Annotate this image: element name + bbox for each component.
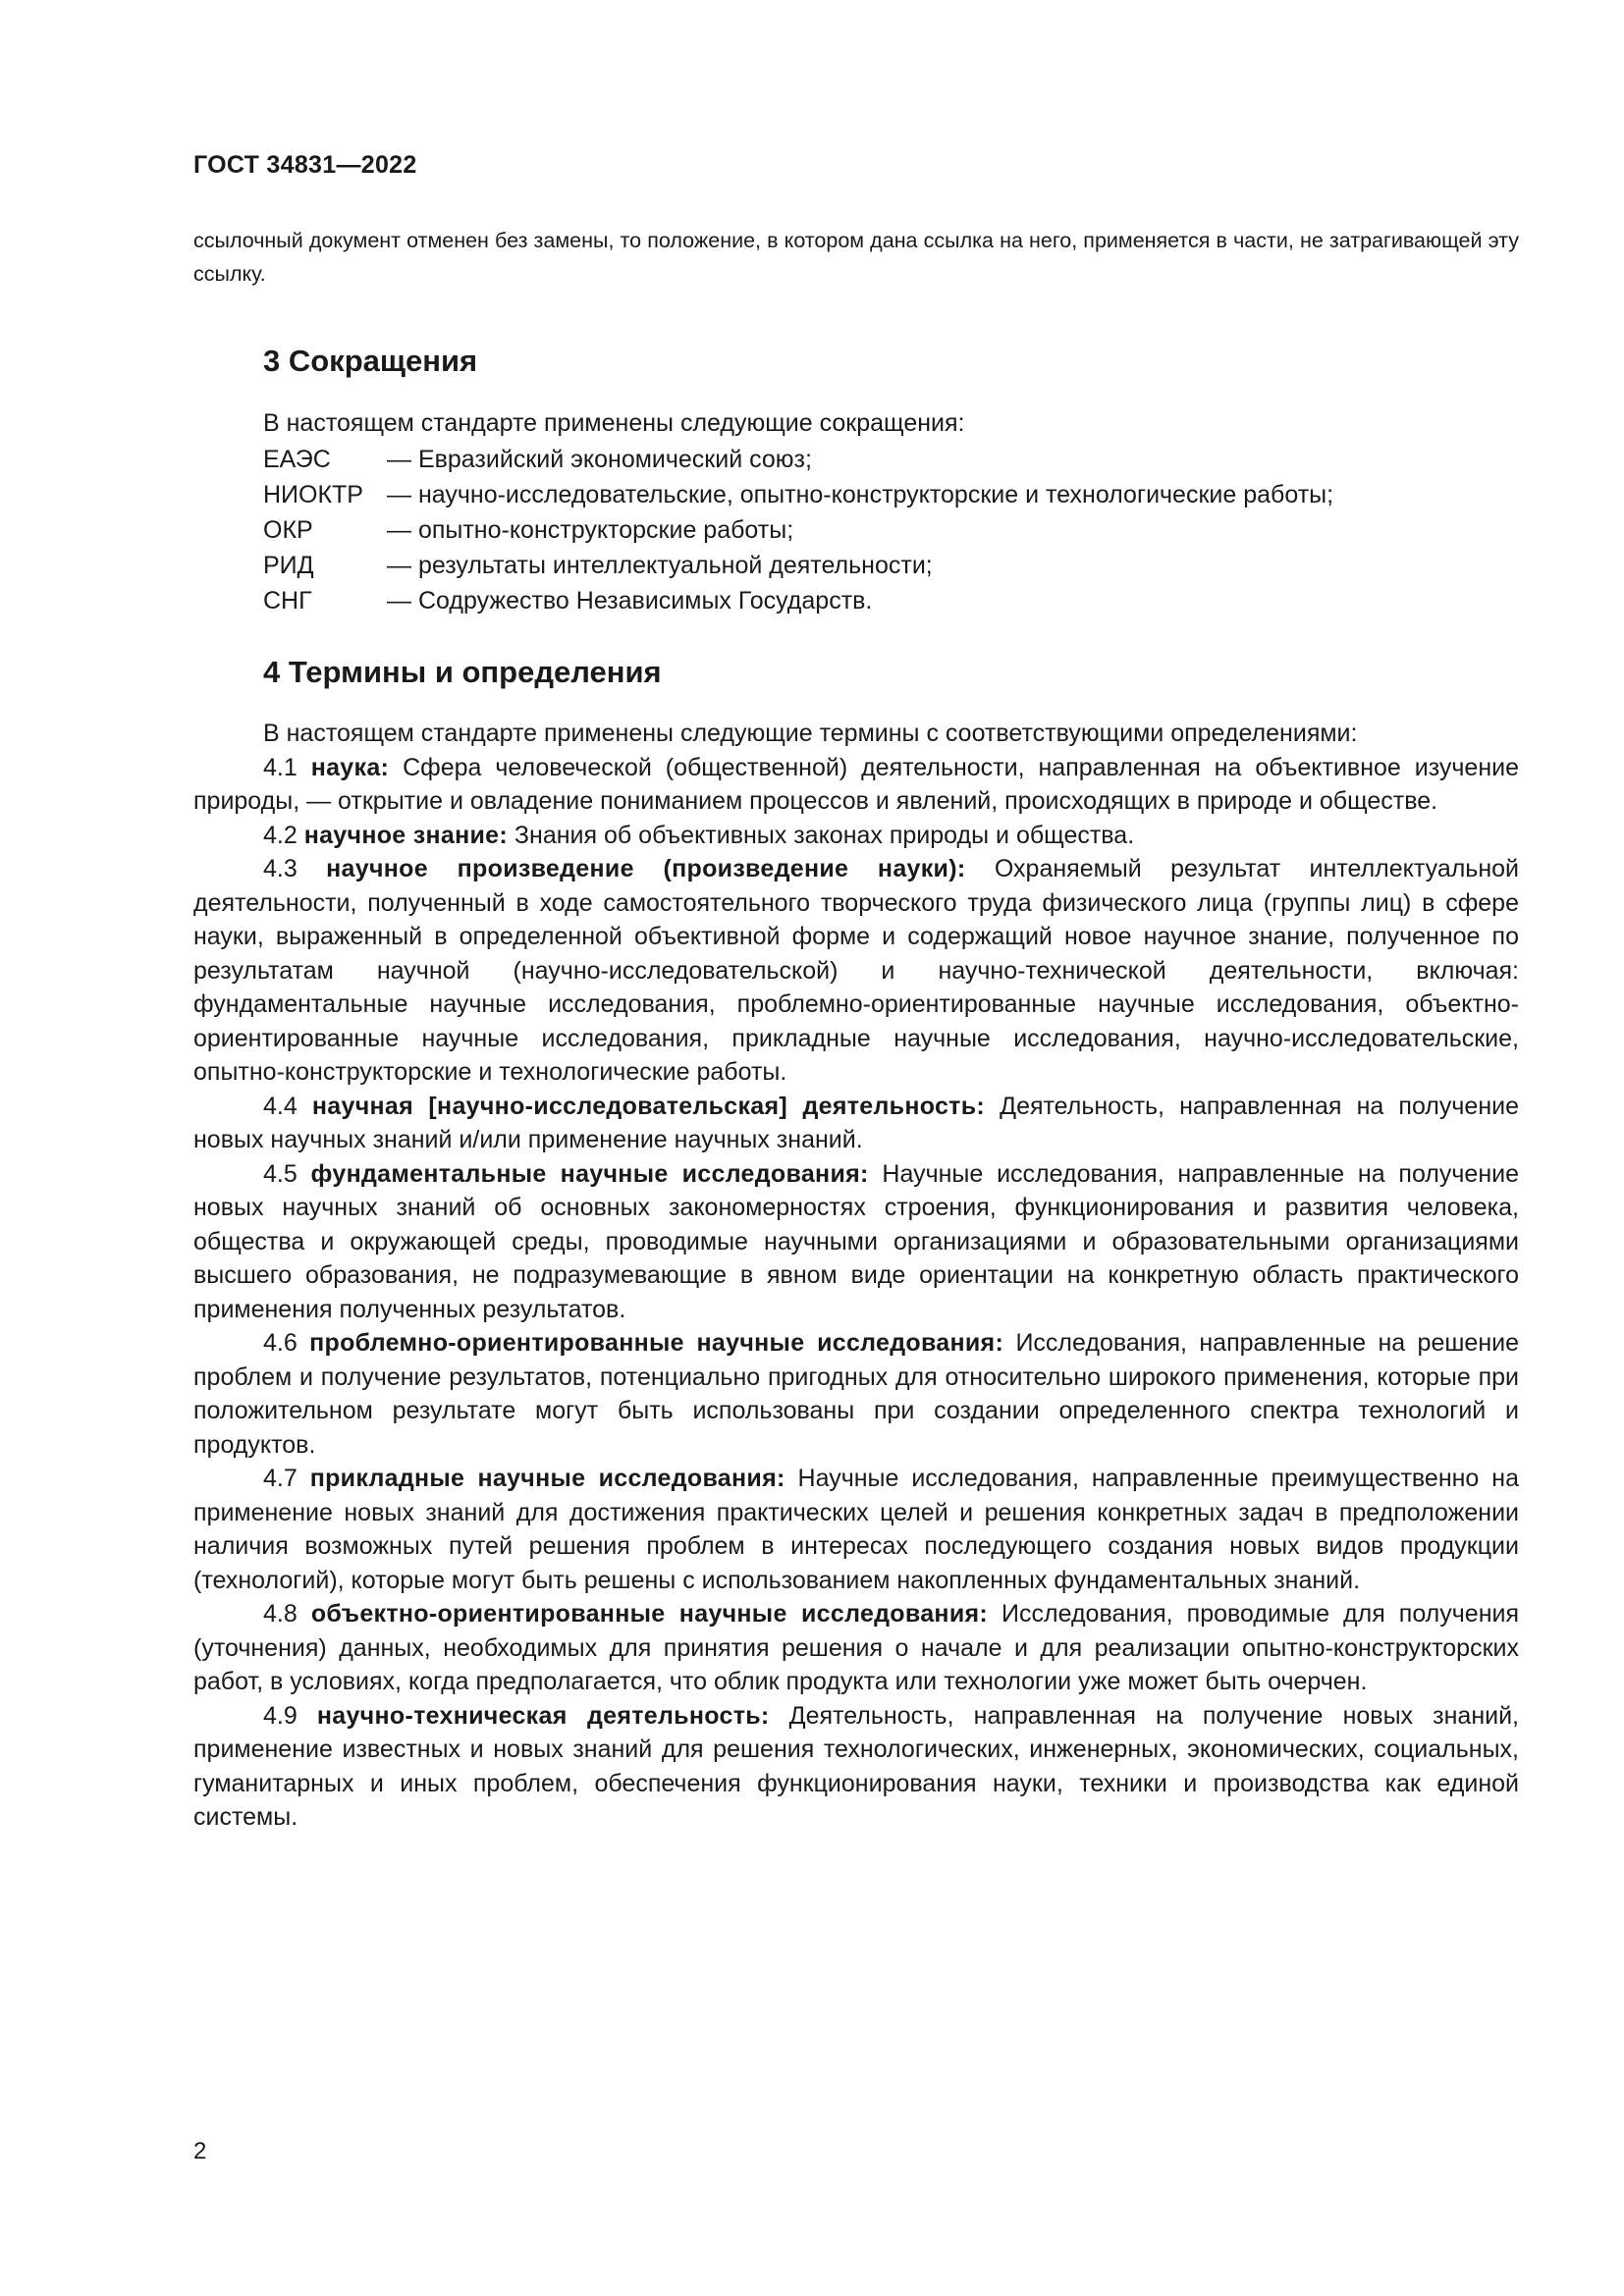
abbreviation-code: РИД xyxy=(263,552,314,579)
term-name: проблемно-ориентированные научные исследования: xyxy=(309,1329,1004,1357)
term-number: 4.4 xyxy=(263,1092,312,1120)
term-number: 4.8 xyxy=(263,1600,311,1628)
intro-paragraph: ссылочный документ отменен без замены, то положение, в котором дана ссылка на него, применяется в части, не затрагивающей эту ссылку. xyxy=(193,229,1519,286)
term-definition: Сфера человеческой (общественной) деятельности, направленная на объективное изучение природы, — открытие и овладение пониманием процессов и явлений, происходящих в природе и обществе. xyxy=(193,753,1520,815)
term-number: 4.9 xyxy=(263,1701,317,1730)
term-entry xyxy=(193,1462,1519,1597)
term-entry xyxy=(193,819,1519,853)
abbreviation-item xyxy=(263,548,1540,583)
document-header: ГОСТ 34831—2022 xyxy=(193,151,417,179)
abbreviations-lead: В настоящем стандарте применены следующие сокращения: xyxy=(263,409,965,437)
section-4-title: 4 Термины и определения xyxy=(263,655,662,689)
term-number: 4.6 xyxy=(263,1329,310,1357)
abbreviation-code: ОКР xyxy=(263,516,313,544)
term-entry xyxy=(193,1597,1519,1699)
abbreviation-definition: — результаты интеллектуальной деятельности; xyxy=(387,552,933,579)
term-name: прикладные научные исследования: xyxy=(309,1465,785,1492)
term-name: научное произведение (произведение науки): xyxy=(326,855,966,882)
term-name: наука: xyxy=(310,753,390,781)
term-number: 4.5 xyxy=(263,1159,311,1188)
term-definition: Исследования, проводимые для получения (уточнения) данных, необходимых для принятия решения о начале и для реализации опытно-конструкторских работ, в условиях, когда предполагается, что облик продукта или технологии уже может быть очерчен. xyxy=(193,1600,1520,1695)
section-3-title: 3 Сокращения xyxy=(263,344,478,378)
term-entry xyxy=(193,1090,1519,1157)
term-definition: Научные исследования, направленные на получение новых научных знаний об основных закономерностях строения, функционирования и развития человека, общества и окружающей среды, проводимые научными организациями и образовательными организациями высшего образования, не подразумевающие в явном виде ориентации на конкретную область практического применения полученных результатов. xyxy=(193,1159,1519,1323)
term-definition: Знания об объективных законах природы и общества. xyxy=(507,821,1135,849)
term-number: 4.1 xyxy=(263,753,311,781)
term-entry xyxy=(193,1699,1519,1835)
abbreviation-code: СНГ xyxy=(263,587,312,614)
abbreviation-definition: — Содружество Независимых Государств. xyxy=(387,587,873,614)
abbreviation-definition: — научно-исследовательские, опытно-конструкторские и технологические работы; xyxy=(387,481,1334,508)
abbreviations-list xyxy=(263,442,1540,618)
abbreviation-item xyxy=(263,442,1540,477)
term-entry xyxy=(193,1326,1519,1462)
term-number: 4.2 xyxy=(263,821,304,849)
abbreviation-definition: — Евразийский экономический союз; xyxy=(387,446,812,473)
term-number: 4.7 xyxy=(263,1465,310,1492)
term-definition: Исследования, направленные на решение проблем и получение результатов, потенциально пригодных для относительно широкого применения, которые при положительном результате могут быть использованы при создании определенного спектра технологий и продуктов. xyxy=(193,1329,1519,1459)
term-entry xyxy=(193,1157,1519,1327)
term-name: объектно-ориентированные научные исследования: xyxy=(310,1600,989,1628)
term-name: фундаментальные научные исследования: xyxy=(310,1159,869,1188)
term-definition: Научные исследования, направленные преимущественно на применение новых знаний для достижения практических целей и решения конкретных задач в предположении наличия возможных путей решения проблем в интересах последующего создания новых видов продукции (технологий), которые могут быть решены с использованием накопленных фундаментальных знаний. xyxy=(193,1465,1519,1594)
page-number: 2 xyxy=(193,2138,207,2164)
term-definition: Деятельность, направленная на получение новых знаний, применение известных и новых знаний для решения технологических, инженерных, экономических, социальных, гуманитарных и иных проблем, обеспечения функционирования науки, техники и производства как единой системы. xyxy=(193,1701,1520,1831)
abbreviation-code: ЕАЭС xyxy=(263,446,331,473)
term-definition: Деятельность, направленная на получение новых научных знаний и/или применение научных знаний. xyxy=(193,1092,1519,1153)
abbreviation-item xyxy=(263,477,1540,512)
term-entry xyxy=(193,852,1519,1090)
terms-lead: В настоящем стандарте применены следующие термины с соответствующими определениями: xyxy=(263,720,1358,747)
abbreviation-item xyxy=(263,583,1540,618)
term-number: 4.3 xyxy=(263,855,327,882)
term-name: научное знание: xyxy=(303,821,508,849)
term-name: научная [научно-исследовательская] деятельность: xyxy=(311,1092,985,1120)
abbreviation-item xyxy=(263,512,1540,548)
abbreviation-code: НИОКТР xyxy=(263,481,363,508)
terms-list xyxy=(193,717,1519,1835)
term-name: научно-техническая деятельность: xyxy=(316,1701,770,1730)
abbreviation-definition: — опытно-конструкторские работы; xyxy=(387,516,794,544)
term-entry xyxy=(193,751,1519,819)
term-definition: Охраняемый результат интеллектуальной деятельности, полученный в ходе самостоятельного творческого труда физического лица (группы лиц) в сфере науки, выраженный в определенной объективной форме и содержащий новое научное знание, полученное по результатам научной (научно-исследовательской) и научно-технической деятельности, включая: фундаментальные научные исследования, проблемно-ориентированные научные исследования, объектно-ориентированные научные исследования, прикладные научные исследования, научно-исследовательские, опытно-конструкторские и технологические работы. xyxy=(193,855,1520,1086)
